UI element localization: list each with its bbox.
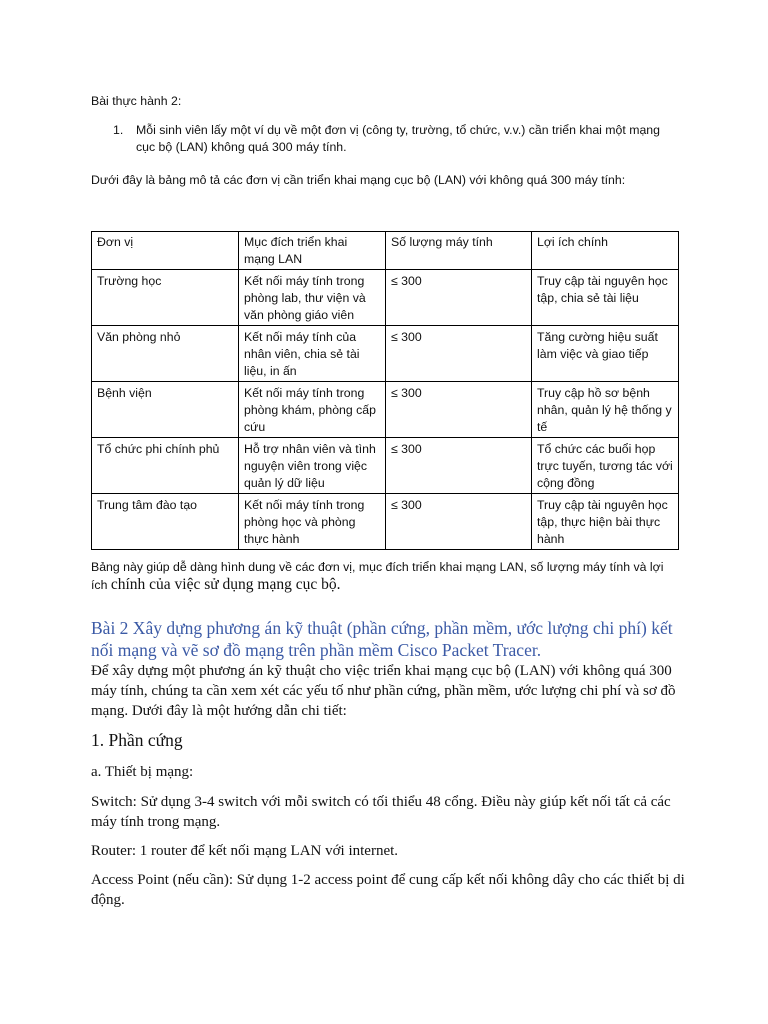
section-2-heading: Bài 2 Xây dựng phương án kỹ thuật (phần cứng, phần mềm, ước lượng chi phí) kết nối mạng và vẽ sơ đồ mạng trên phần mềm Cisco Packet Tracer. [91, 618, 673, 660]
table-cell: Kết nối máy tính trong phòng khám, phòng cấp cứu [239, 382, 386, 438]
table-row [92, 438, 679, 494]
table-header-row [92, 232, 679, 270]
table-cell: Trường học [92, 270, 239, 326]
switch-paragraph: Switch: Sử dụng 3-4 switch với mỗi switch có tối thiểu 48 cổng. Điều này giúp kết nối tất cả các máy tính trong mạng. [91, 794, 671, 830]
table-cell: Tổ chức các buổi họp trực tuyến, tương tác với cộng đồng [532, 438, 679, 494]
table-cell: ≤ 300 [386, 326, 532, 382]
table-cell: ≤ 300 [386, 494, 532, 550]
table-summary [91, 559, 681, 594]
access-point-paragraph: Access Point (nếu cần): Sử dụng 1-2 access point để cung cấp kết nối không dây cho các thiết bị di động. [91, 872, 685, 908]
table-cell: Bệnh viện [92, 382, 239, 438]
table-row [92, 494, 679, 550]
section-2-intro: Để xây dựng một phương án kỹ thuật cho việc triển khai mạng cục bộ (LAN) với không quá 300 máy tính, chúng ta cần xem xét các yếu tố như phần cứng, phần mềm, ước lượng chi phí và sơ đồ mạng. Dưới đây là một hướng dẫn chi tiết: [91, 663, 676, 719]
table-cell: ≤ 300 [386, 382, 532, 438]
summary-text-end: chính của việc sử dụng mạng cục bộ. [110, 576, 341, 593]
table-cell: Tăng cường hiệu suất làm việc và giao tiếp [532, 326, 679, 382]
lan-units-table [91, 231, 679, 550]
list-item-number: 1. [113, 123, 124, 137]
table-intro: Dưới đây là bảng mô tả các đơn vị cần triển khai mạng cục bộ (LAN) với không quá 300 máy tính: [91, 173, 626, 187]
table-cell: Truy cập tài nguyên học tập, thực hiện bài thực hành [532, 494, 679, 550]
table-row [92, 382, 679, 438]
network-devices-label: a. Thiết bị mạng: [91, 764, 194, 780]
table-cell: Kết nối máy tính của nhân viên, chia sẻ tài liệu, in ấn [239, 326, 386, 382]
table-cell: Văn phòng nhỏ [92, 326, 239, 382]
table-cell: Truy cập tài nguyên học tập, chia sẻ tài liệu [532, 270, 679, 326]
header-cell: Lợi ích chính [532, 232, 679, 270]
header-cell: Mục đích triển khai mạng LAN [239, 232, 386, 270]
table-cell: Truy cập hồ sơ bệnh nhân, quản lý hệ thống y tế [532, 382, 679, 438]
list-item-text: Mỗi sinh viên lấy một ví dụ về một đơn vị (công ty, trường, tổ chức, v.v.) cần triển khai một mạng cục bộ (LAN) không quá 300 máy tính. [136, 123, 660, 154]
router-paragraph: Router: 1 router để kết nối mạng LAN với internet. [91, 843, 399, 859]
table-cell: ≤ 300 [386, 270, 532, 326]
table-cell: Trung tâm đào tạo [92, 494, 239, 550]
table-cell: ≤ 300 [386, 438, 532, 494]
table-cell: Tổ chức phi chính phủ [92, 438, 239, 494]
exercise-title: Bài thực hành 2: [91, 94, 182, 108]
numbered-list-item [113, 122, 673, 156]
summary-text-start: Bảng này giúp dễ dàng hình dung về các đơn vị, mục đích triển khai mạng LAN, số lượng máy tính và lợi ích [91, 560, 664, 592]
header-cell: Số lượng máy tính [386, 232, 532, 270]
table-cell: Kết nối máy tính trong phòng lab, thư viện và văn phòng giáo viên [239, 270, 386, 326]
table-row [92, 326, 679, 382]
header-cell: Đơn vị [92, 232, 239, 270]
hardware-heading: 1. Phần cứng [91, 730, 183, 750]
table-row [92, 270, 679, 326]
table-cell: Hỗ trợ nhân viên và tình nguyện viên trong việc quản lý dữ liệu [239, 438, 386, 494]
table-cell: Kết nối máy tính trong phòng học và phòng thực hành [239, 494, 386, 550]
